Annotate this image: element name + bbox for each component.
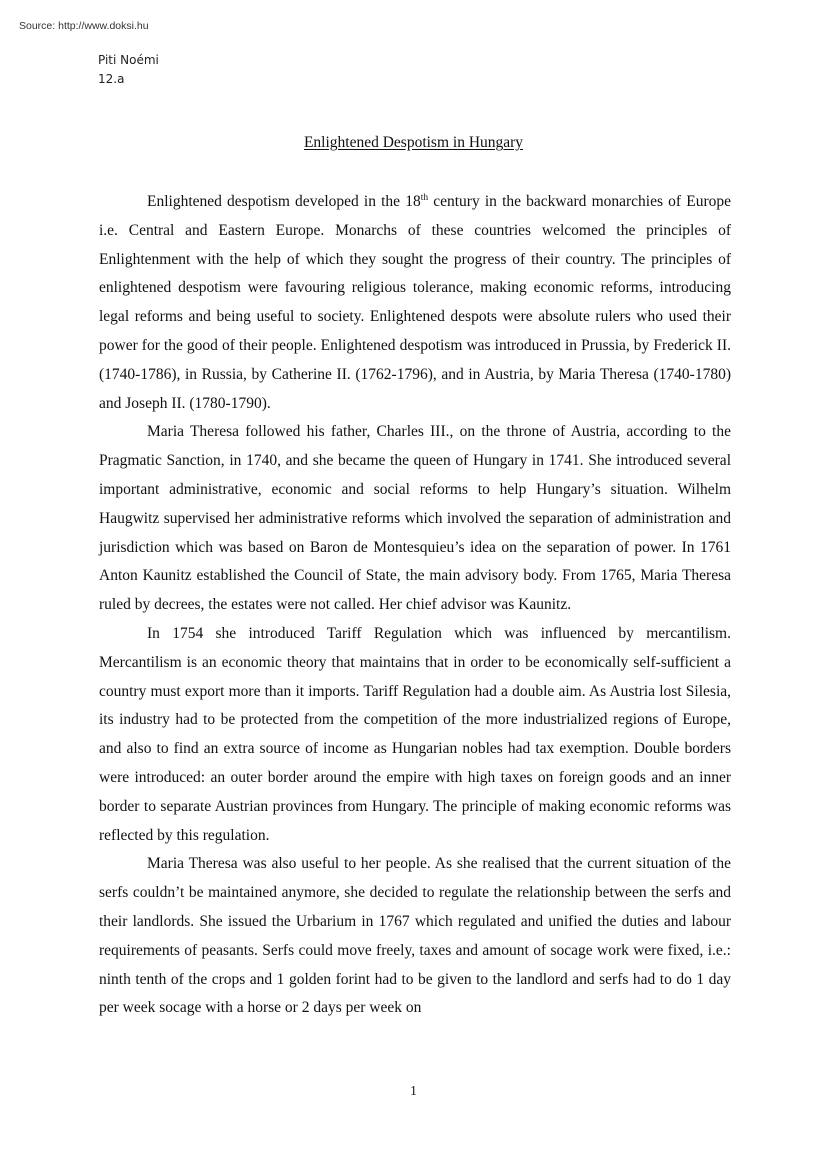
source-url: Source: http://www.doksi.hu (19, 20, 149, 32)
paragraph-4: Maria Theresa was also useful to her people. As she realised that the current situation of the serfs couldn’t be maintained anymore, she decided to regulate the relationship between the serfs and their landlords. She issued the Urbarium in 1767 which regulated and unified the duties and labour requirements of peasants. Serfs could move freely, taxes and amount of socage work were fixed, i.e.: ninth tenth of the crops and 1 golden forint had to be given to the landlord and serfs had to do 1 day per week socage with a horse or 2 days per week on (99, 855, 731, 1017)
paragraph-1 (99, 188, 731, 418)
document-title: Enlightened Despotism in Hungary (303, 134, 524, 151)
document-body (99, 188, 731, 1023)
author-class: 12.a (98, 72, 125, 86)
ordinal-suffix: th (420, 192, 429, 203)
paragraph-2: Maria Theresa followed his father, Charles III., on the throne of Austria, according to the Pragmatic Sanction, in 1740, and she became the queen of Hungary in 1741. She introduced several important administrative, economic and social reforms to help Hungary’s situation. Wilhelm Haugwitz supervised her administrative reforms which involved the separation of administration and jurisdiction which was based on Baron de Montesquieu’s idea on the separation of power. In 1761 Anton Kaunitz established the Council of State, the main advisory body. From 1765, Maria Theresa ruled by decrees, the estates were not called. Her chief advisor was Kaunitz. (99, 423, 731, 614)
paragraph-3: In 1754 she introduced Tariff Regulation which was influenced by mercantilism. Mercantilism is an economic theory that maintains that in order to be economically self-sufficient a country must export more than it imports. Tariff Regulation had a double aim. As Austria lost Silesia, its industry had to be protected from the competition of the more industrialized regions of Europe, and also to find an extra source of income as Hungarian nobles had tax exemption. Double borders were introduced: an outer border around the empire with high taxes on foreign goods and an inner border to separate Austrian provinces from Hungary. The principle of making economic reforms was reflected by this regulation. (99, 624, 731, 844)
author-name: Piti Noémi (98, 53, 159, 67)
author-block (98, 51, 159, 89)
paragraph-1-rest: century in the backward monarchies of Europe i.e. Central and Eastern Europe. Monarchs of these countries welcomed the principles of Enlightenment with the help of which they sought the progress of their country. The principles of enlightened despotism were favouring religious tolerance, making economic reforms, introducing legal reforms and being useful to society. Enlightened despots were absolute rulers who used their power for the good of their people. Enlightened despotism was introduced in Prussia, by Frederick II. (1740-1786), in Russia, by Catherine II. (1762-1796), and in Austria, by Maria Theresa (1740-1780) and Joseph II. (1780-1790). (99, 193, 731, 412)
paragraph-1-start: Enlightened despotism developed in the 18 (147, 193, 421, 210)
page-number: 1 (410, 1083, 417, 1098)
